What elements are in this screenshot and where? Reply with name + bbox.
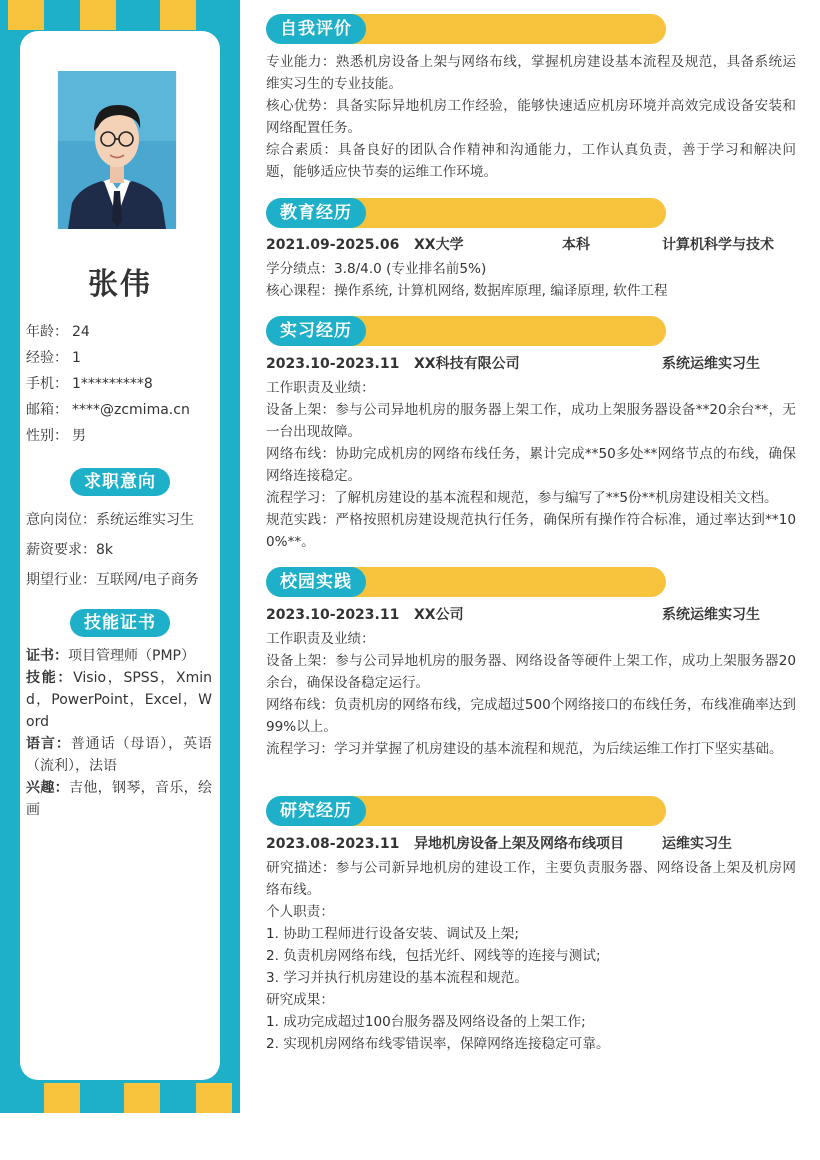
profile-card bbox=[20, 31, 220, 1080]
campus-company: XX公司 bbox=[414, 607, 464, 623]
info-value: 1*********8 bbox=[72, 376, 153, 392]
intent-value: 互联网/电子商务 bbox=[96, 572, 199, 588]
internship-line: 流程学习：了解机房建设的基本流程和规范，参与编写了**5份**机房建设相关文档。 bbox=[266, 490, 778, 506]
intent-label: 薪资要求： bbox=[26, 542, 96, 558]
internship-block bbox=[266, 351, 796, 553]
section-title: 教育经历 bbox=[266, 198, 366, 228]
self-eval-text bbox=[266, 51, 796, 183]
skill-row bbox=[26, 733, 212, 777]
education-school: XX大学 bbox=[414, 237, 464, 253]
section-header bbox=[266, 567, 666, 597]
section-header bbox=[266, 198, 666, 228]
research-line: 2. 实现机房网络布线零错误率，保障网络连接稳定可靠。 bbox=[266, 1036, 610, 1052]
basic-info bbox=[26, 319, 216, 449]
info-value: ****@zcmima.cn bbox=[72, 402, 190, 418]
education-period: 2021.09-2025.06 bbox=[266, 237, 400, 253]
campus-line: 流程学习：学习并掌握了机房建设的基本流程和规范，为后续运维工作打下坚实基础。 bbox=[266, 741, 783, 757]
section-header bbox=[266, 14, 666, 44]
skills-heading: 技能证书 bbox=[70, 609, 170, 637]
skill-label: 技能： bbox=[26, 670, 74, 686]
skill-label: 证书： bbox=[26, 648, 68, 664]
skill-label: 兴趣： bbox=[26, 780, 69, 796]
education-major: 计算机科学与技术 bbox=[662, 237, 774, 253]
section-title: 自我评价 bbox=[266, 14, 366, 44]
info-label: 性别： bbox=[26, 428, 68, 444]
research-line: 研究描述：参与公司新异地机房的建设工作，主要负责服务器、网络设备上架及机房网络布线。 bbox=[266, 860, 796, 898]
skill-row bbox=[26, 777, 212, 821]
internship-role: 系统运维实习生 bbox=[662, 356, 760, 372]
self-eval-paragraph: 专业能力：熟悉机房设备上架与网络布线，掌握机房建设基本流程及规范，具备系统运维实习生的专业技能。 bbox=[266, 54, 796, 92]
research-line: 2. 负责机房网络布线，包括光纤、网线等的连接与测试; bbox=[266, 948, 601, 964]
candidate-name: 张伟 bbox=[88, 267, 152, 302]
skill-value: 吉他，钢琴，音乐，绘画 bbox=[26, 780, 212, 818]
deco-stripe bbox=[80, 0, 116, 30]
info-label: 邮箱： bbox=[26, 402, 68, 418]
research-line: 1. 成功完成超过100台服务器及网络设备的上架工作; bbox=[266, 1014, 586, 1030]
campus-line: 网络布线：负责机房的网络布线，完成超过500个网络接口的布线任务，布线准确率达到99%以上。 bbox=[266, 697, 796, 735]
intent-label: 意向岗位： bbox=[26, 512, 96, 528]
internship-line: 网络布线：协助完成机房的网络布线任务，累计完成**50多处**网络节点的布线，确保网络连接稳定。 bbox=[266, 446, 796, 484]
info-row bbox=[26, 397, 216, 423]
internship-line: 设备上架：参与公司异地机房的服务器上架工作，成功上架服务器设备**20余台**，无一台出现故障。 bbox=[266, 402, 796, 440]
deco-stripe bbox=[196, 1083, 232, 1113]
deco-stripe bbox=[8, 0, 44, 30]
skills-list bbox=[26, 645, 212, 821]
intent-row bbox=[26, 565, 216, 595]
education-degree: 本科 bbox=[562, 237, 590, 253]
deco-stripe bbox=[160, 0, 196, 30]
research-project: 异地机房设备上架及网络布线项目 bbox=[414, 836, 624, 852]
intent-row bbox=[26, 505, 216, 535]
info-label: 经验： bbox=[26, 350, 68, 366]
internship-line: 工作职责及业绩： bbox=[266, 380, 375, 396]
info-label: 年龄： bbox=[26, 324, 68, 340]
section-header bbox=[266, 796, 666, 826]
intent-label: 期望行业： bbox=[26, 572, 96, 588]
info-row bbox=[26, 345, 216, 371]
internship-period: 2023.10-2023.11 bbox=[266, 356, 400, 372]
intent-heading: 求职意向 bbox=[70, 468, 170, 496]
research-header-row bbox=[266, 831, 796, 857]
info-value: 1 bbox=[72, 350, 81, 366]
section-header bbox=[266, 316, 666, 346]
intent-value: 8k bbox=[96, 542, 114, 558]
self-eval-paragraph: 核心优势：具备实际异地机房工作经验，能够快速适应机房环境并高效完成设备安装和网络配置任务。 bbox=[266, 98, 796, 136]
education-block bbox=[266, 232, 796, 302]
skill-value: Visio，SPSS，Xmind，PowerPoint，Excel，Word bbox=[26, 670, 212, 730]
info-row bbox=[26, 371, 216, 397]
info-row bbox=[26, 423, 216, 449]
campus-line: 工作职责及业绩： bbox=[266, 631, 375, 647]
research-line: 3. 学习并执行机房建设的基本流程和规范。 bbox=[266, 970, 528, 986]
self-eval-paragraph: 综合素质：具备良好的团队合作精神和沟通能力，工作认真负责，善于学习和解决问题，能够适应快节奏的运维工作环境。 bbox=[266, 142, 796, 180]
info-label: 手机： bbox=[26, 376, 68, 392]
campus-header-row bbox=[266, 602, 796, 628]
intent-row bbox=[26, 535, 216, 565]
research-line: 1. 协助工程师进行设备安装、调试及上架; bbox=[266, 926, 519, 942]
campus-period: 2023.10-2023.11 bbox=[266, 607, 400, 623]
research-period: 2023.08-2023.11 bbox=[266, 836, 400, 852]
job-intent bbox=[26, 505, 216, 595]
info-row bbox=[26, 319, 216, 345]
skill-row bbox=[26, 667, 212, 733]
skill-value: 项目管理师（PMP） bbox=[68, 648, 195, 664]
campus-line: 设备上架：参与公司异地机房的服务器、网络设备等硬件上架工作，成功上架服务器20余台，确保设备稳定运行。 bbox=[266, 653, 796, 691]
research-block bbox=[266, 831, 796, 1055]
intent-value: 系统运维实习生 bbox=[96, 512, 194, 528]
sidebar bbox=[0, 0, 240, 1113]
research-role: 运维实习生 bbox=[662, 836, 732, 852]
section-title: 校园实践 bbox=[266, 567, 366, 597]
deco-stripe bbox=[124, 1083, 160, 1113]
profile-photo bbox=[57, 71, 177, 229]
skill-row bbox=[26, 645, 212, 667]
research-line: 研究成果： bbox=[266, 992, 334, 1008]
internship-header-row bbox=[266, 351, 796, 377]
education-line: 学分绩点：3.8/4.0 (专业排名前5%) bbox=[266, 261, 487, 277]
internship-line: 规范实践：严格按照机房建设规范执行任务，确保所有操作符合标准，通过率达到**100%**。 bbox=[266, 512, 796, 550]
section-title: 研究经历 bbox=[266, 796, 366, 826]
info-value: 24 bbox=[72, 324, 90, 340]
education-line: 核心课程：操作系统, 计算机网络, 数据库原理, 编译原理, 软件工程 bbox=[266, 283, 668, 299]
research-line: 个人职责： bbox=[266, 904, 334, 920]
education-header-row bbox=[266, 232, 796, 258]
deco-stripe bbox=[44, 1083, 80, 1113]
section-title: 实习经历 bbox=[266, 316, 366, 346]
skill-value: 普通话（母语），英语（流利），法语 bbox=[26, 736, 212, 774]
skill-label: 语言： bbox=[26, 736, 71, 752]
campus-block bbox=[266, 602, 796, 760]
info-value: 男 bbox=[72, 428, 86, 444]
internship-company: XX科技有限公司 bbox=[414, 356, 520, 372]
campus-role: 系统运维实习生 bbox=[662, 607, 760, 623]
